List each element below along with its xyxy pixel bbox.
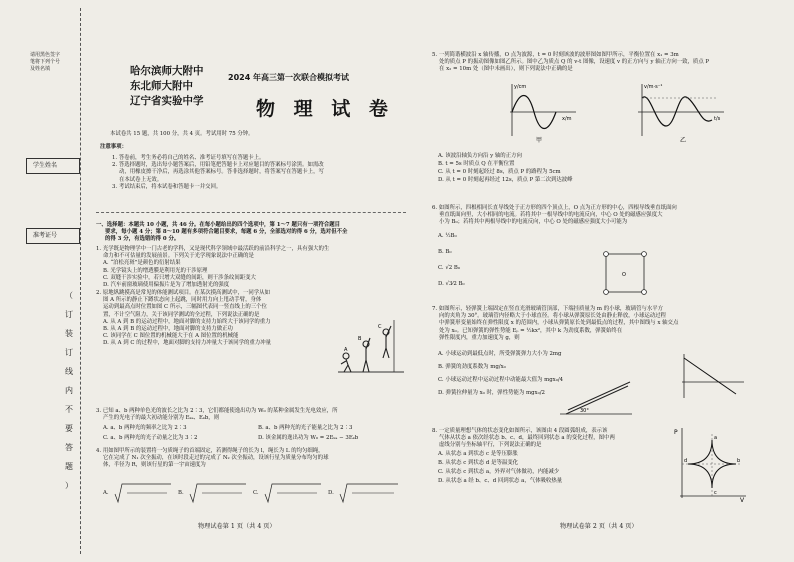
seal-text <box>64 290 74 491</box>
school-name: 辽宁省实验中学 <box>130 95 204 107</box>
q5-option-c: C. 从 t = 0 时刻起经过 8s，质点 P 的路程为 5cm <box>438 169 561 175</box>
axis-label: t/s <box>714 116 721 122</box>
figure-label: C <box>378 324 382 330</box>
id-label: 准考证号 <box>33 232 58 239</box>
q2-option-a: A. 从 A 到 B 的运动过程中，地面对脚的支持力始终大于该同学的重力 <box>103 318 271 325</box>
notes-list <box>112 155 324 191</box>
q4-option-d: D. <box>328 490 334 496</box>
q5-line: 处的质点 P 的振动图像如图乙所示。图中乙为质点 Q 的 v-t 图像，设速度 v 的正方向与 y 轴正方向一致，质点 P <box>439 59 710 66</box>
question-3 <box>96 408 338 422</box>
q3-option-c: C. a、b 两种光的光子动量之比为 3∶2 <box>103 435 198 441</box>
note-line: 在本试卷上无效。 <box>119 176 163 183</box>
q8-option-d: D. 从状态 a 经 b、c、d 回到状态 a，气体吸收热量 <box>438 478 563 484</box>
jump-figure <box>336 318 406 376</box>
q6-option-c: C. √2 B₀ <box>438 265 461 271</box>
seal-char: 答 <box>65 443 73 452</box>
q4-line: 它在完成了 N₁ 次全振动，在该时段走过的完成了 N₂ 次全振动，设该行星为质量分布均匀的球 <box>103 455 329 462</box>
q2-line: 2. 原地纵跳摸高是常见的体能测试项目。在某次摸高测试中，一同学从如 <box>96 290 270 296</box>
seal-char: 要 <box>65 424 73 433</box>
q8-line: 虚线分别与坐标轴平行，下列说法正确的是 <box>439 442 542 449</box>
exam-title: 2024 年高三第一次联合模拟考试 <box>228 73 350 82</box>
point-label: c <box>714 490 717 496</box>
q5-option-d: D. 从 t = 0 时刻起再经过 12s，质点 P 第二次到达波峰 <box>438 177 573 183</box>
seal-line <box>80 8 81 554</box>
seal-char: 订 <box>65 348 73 357</box>
seal-char: 订 <box>65 310 73 319</box>
q3-option-a: A. a、b 两种光的频率之比为 2∶3 <box>103 425 187 431</box>
question-8 <box>432 428 615 450</box>
school-name: 东北师大附中 <box>130 80 193 92</box>
q8-options <box>438 450 562 486</box>
section1-heading <box>96 222 347 244</box>
q6-line: 垂直纸面向里，大小相同的电流。若将其中一根导线中的电流反向，中心 O 处的磁感应强度大 <box>439 212 663 219</box>
note-line: 1. 答卷前，考生务必将自己的姓名、准考证号填写在答题卡上。 <box>112 155 265 161</box>
q1-option-a: A. “泊松亮斑”是颜色的衍射结果 <box>103 260 181 267</box>
q1-line: 命力和不可估量的发展前景。下列关于光学现象说法中正确的是 <box>103 253 254 260</box>
q4-options <box>103 482 403 504</box>
seal-char: 不 <box>65 405 73 414</box>
q4-line: 体，半径为 R，则该行星的第一宇宙速度为 <box>103 462 206 469</box>
section-heading-line: 的得 3 分，有选错的得 0 分。 <box>105 236 180 243</box>
q3-option-b: B. a、b 两种光的光子能量之比为 2∶3 <box>258 425 353 431</box>
q3-option-d: D. 该金属的逸出功为 W₀ = 2Eₖₐ − 3Eₖb <box>258 435 359 441</box>
side-note-line: 笔将下列个号 <box>30 59 61 66</box>
q4-option-a: A. <box>103 490 109 496</box>
q2-line: 置，不计空气阻力，关于该同学测试的全过程，下列说法正确的是 <box>103 311 260 318</box>
q7-line: 弹性限度内，重力加速度为 g，则 <box>439 334 520 341</box>
question-2 <box>96 290 271 348</box>
figure-caption: 乙 <box>680 137 687 144</box>
point-label: d <box>684 458 688 464</box>
q4-formula-d <box>338 482 400 504</box>
q5-option-a: A. 该波沿轴负方向沿 y 轴的正方向 <box>438 153 522 159</box>
q1-line: 1. 光学既是物理学中一门古老的学科，又是现代科学领域中最活跃的前沿科学之一，具有强大的生 <box>96 246 330 252</box>
q8-option-c: C. 从状态 c 到状态 a，外界对气体做功，内能减少 <box>438 469 560 475</box>
q8-option-b: B. 从状态 c 到状态 d 是等温变化 <box>438 460 519 466</box>
q8-option-a: A. 从状态 a 到状态 c 是等压膨胀 <box>438 451 518 457</box>
q7-option-c: C. 小球运动过程中运动过程中动能最大值为 mgx₀/4 <box>438 377 564 383</box>
q3-line: 3. 已知 a、b 两种单色光的波长之比为 2∶3，它们都能使逸出功为 W₀ 的某种金属发生光电效应，所 <box>96 408 338 414</box>
question-6 <box>432 205 677 227</box>
school-name: 哈尔滨师大附中 <box>130 65 204 77</box>
q1-option-c: C. 双缝干涉实验中，若只增大双缝的间距，则干涉条纹间距变大 <box>103 274 256 281</box>
note-line: 3. 考试结束后，将本试卷和答题卡一并交回。 <box>112 183 222 190</box>
q7-line: 中弹簧形变量始终在弹性限度 x 的范围内，小球从弹簧原长处到最低点的过程，其中图线与 x 轴交点 <box>439 320 679 327</box>
axis-label: V <box>740 497 745 504</box>
seal-char: （ <box>65 291 73 300</box>
id-box <box>26 228 80 244</box>
side-notes <box>30 52 60 74</box>
side-note-line: 请用黑色签字 <box>30 52 61 58</box>
q7-option-d: D. 弹簧拉伸量为 x₀ 时，弹性势能为 mgx₀/2 <box>438 390 545 396</box>
q5-option-b: B. t = 5s 时质点 Q 在平衡位置 <box>438 161 515 167</box>
footer-left: 物理试卷第 1 页（共 4 页） <box>198 523 276 530</box>
seal-char: 内 <box>65 386 73 395</box>
q2-option-d: D. 从 A 到 C 的过程中，地面对脚的支持力冲量大于该同学的重力冲量 <box>103 340 271 347</box>
pv-diagram <box>670 424 750 504</box>
question-4 <box>96 448 328 470</box>
figure-caption: 甲 <box>536 137 543 144</box>
q4-formula-b <box>188 482 248 504</box>
figure-label: B <box>358 336 362 342</box>
question-7 <box>432 306 678 342</box>
q2-option-c: C. 该同学在 C 图位置的机械能大于在 A 图位置的机械能 <box>103 333 239 340</box>
notes-title: 注意事项： <box>100 144 127 150</box>
subject-title: 物 理 试 卷 <box>256 98 394 120</box>
q7-options <box>438 348 563 400</box>
name-box <box>26 158 80 174</box>
q7-line: 向的夹角为 30°。玻璃管内径略大于小球直径。将小球从弹簧原长处由静止释放，小球运动过程 <box>439 313 666 320</box>
q2-line: 运动到最高点时位置如图 C 所示，三幅图代表同一竖直线上的三个位 <box>103 304 267 311</box>
center-label: O <box>622 272 626 278</box>
name-label: 学生姓名 <box>33 162 58 169</box>
axis-label: v/m·s⁻¹ <box>644 84 663 90</box>
axis-label: y/cm <box>514 84 527 90</box>
q5-line: 5. 一列简谐横波沿 x 轴传播，O 点为波源，t = 0 时刻该波的波形图如图甲所示，平衡位置在 x₁ = 3m <box>432 52 679 58</box>
seal-char: 装 <box>65 329 73 338</box>
q6-option-b: B. B₀ <box>438 249 452 255</box>
seal-char: 线 <box>65 367 73 376</box>
seal-char: 题 <box>65 462 73 471</box>
point-label: b <box>737 458 741 464</box>
exam-intro: 本试卷共 15 题，共 100 分，共 4 页。考试用时 75 分钟。 <box>110 131 254 137</box>
q6-line: 6. 如图所示，四根相同长直导线处于正方形的四个顶点上，O 点为正方形的中心，四根导线垂直纸面向 <box>432 205 677 211</box>
wave-figure-b <box>628 80 728 144</box>
q6-option-a: A. ½B₀ <box>438 233 457 239</box>
axis-label: P <box>674 429 678 436</box>
q7-graph <box>676 352 748 400</box>
q4-option-c: C. <box>253 490 259 496</box>
q4-option-b: B. <box>178 490 184 496</box>
q7-option-a: A. 小球运动到最低点时，所受弹簧弹力大小为 2mg <box>438 351 562 357</box>
wire-square-figure <box>600 248 650 298</box>
q5-line: 在 x₂ = 10m 处（图中未画出），则下列说法中正确的是 <box>439 66 573 73</box>
q8-line: 8. 一定质量理想气体的状态变化如图所示，该图由 4 段圆弧组成，表示该 <box>432 428 608 434</box>
section-divider <box>96 212 406 213</box>
q3-line: 产生的光电子的最大初动能分别为 Eₖₐ、Eₖb，则 <box>103 415 220 422</box>
school-list <box>130 64 204 109</box>
note-line: 动，用橡皮擦干净后，再选涂其他答案标号。答非选择题时，将答案写在答题卡上，写 <box>119 169 324 176</box>
q2-line: 图 A 所示的静止下蹲状态向上起跳，同时用力向上甩动手臂，身体 <box>103 297 262 304</box>
question-1 <box>96 246 329 289</box>
footer-right: 物理试卷第 2 页（共 4 页） <box>560 523 638 530</box>
q7-line: 处为 x₀。已知弹簧的弹性势能 Eₚ = ½kx²，其中 k 为劲度系数，弹簧始终在 <box>439 327 623 334</box>
q6-line: 小为 B₀；若将其中两根导线中的电流反向，中心 O 处的磁感应强度大小可能为 <box>439 219 628 226</box>
angle-label: 30° <box>580 408 589 414</box>
q8-line: 气体从状态 a 依次经状态 b、c、d，最终回到状态 a 的变化过程，图中两 <box>439 435 615 442</box>
q1-option-d: D. 汽车前窗玻璃使用偏振片是为了增加透射光的强度 <box>103 282 230 289</box>
q4-line: 4. 用如图甲所示的装置将一匀质绳子的首端固定，若测得绳子的长为 l，绳长为 L 的均匀细绳， <box>96 448 324 454</box>
figure-label: A <box>344 347 348 353</box>
seal-char: ） <box>65 481 73 490</box>
note-line: 2. 答选择题时，选出每小题答案后，用铅笔把答题卡上对应题目的答案标号涂黑。如需改 <box>112 162 324 169</box>
section-heading-line: 要求，每小题 4 分；第 8～10 题有多项符合题目要求，每题 6 分，全部选对的得 6 分，选对但不全 <box>105 229 348 236</box>
section-heading-line: 一、选择题：本题共 10 小题，共 46 分。在每小题给出的四个选项中，第 1～7 题只有一项符合题目 <box>96 222 341 228</box>
incline-tube-figure <box>556 380 636 420</box>
q6-options <box>438 228 465 292</box>
q6-option-d: D. √3⁄2 B₀ <box>438 281 465 287</box>
axis-label: x/m <box>562 116 572 122</box>
q7-line: 7. 如图所示，轻弹簧上端固定在竖直光滑玻璃管顶部，下端挂质量为 m 的小球，玻璃管与水平方 <box>432 306 664 312</box>
q7-option-b: B. 弹簧的劲度系数为 mg/x₀ <box>438 364 506 370</box>
point-label: a <box>714 435 718 441</box>
q5-options <box>438 152 573 184</box>
wave-figure-a <box>500 80 580 144</box>
q2-option-b: B. 从 A 到 B 的运动过程中，地面对脚的支持力做正功 <box>103 326 233 333</box>
q4-formula-c <box>263 482 323 504</box>
side-note-line: 及姓名填 <box>30 66 51 73</box>
question-5 <box>432 52 709 74</box>
q1-option-b: B. 光学镜头上的增透膜是利用光的干涉原理 <box>103 267 208 274</box>
q4-formula-a <box>113 482 173 504</box>
